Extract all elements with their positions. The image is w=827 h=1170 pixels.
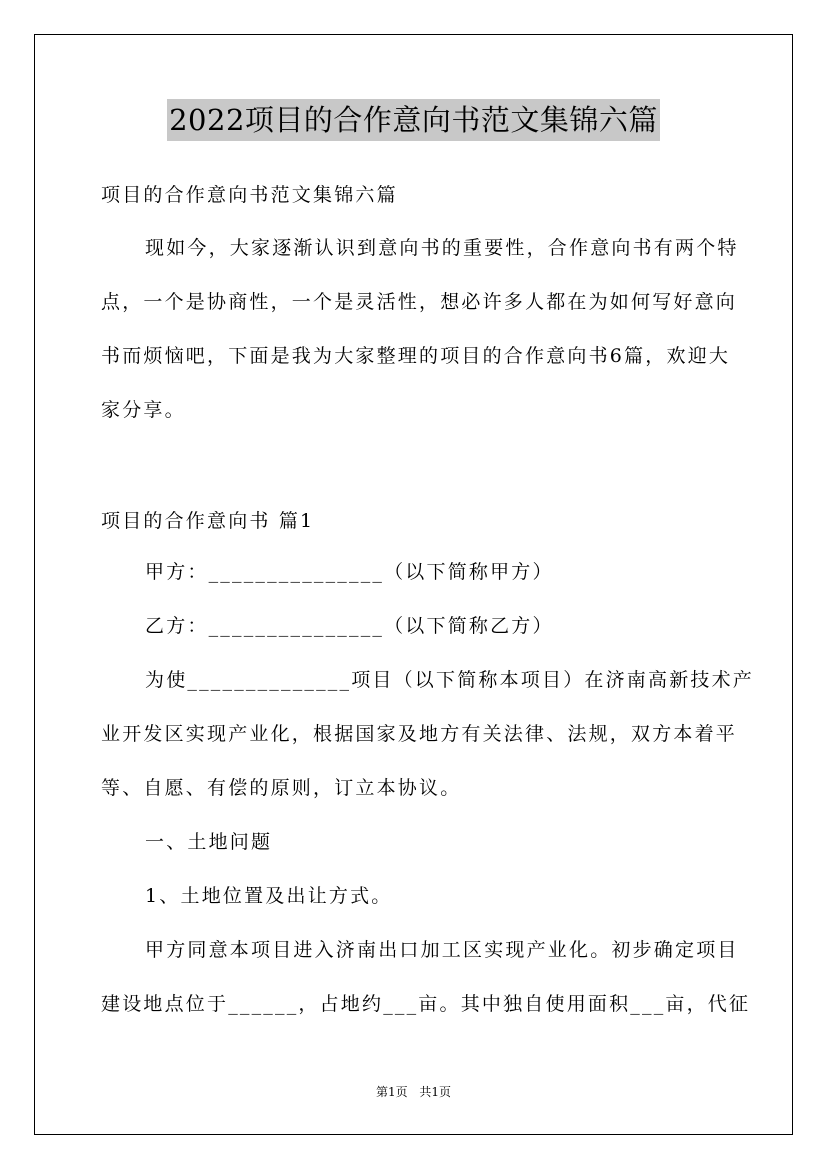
page-number: 第1页 <box>375 1085 408 1099</box>
title-container <box>0 99 827 141</box>
party-a-line: 甲方：_______________（以下简称甲方） <box>145 561 554 583</box>
contract-body <box>101 545 755 1031</box>
section-heading: 项目的合作意向书 篇1 <box>101 510 315 532</box>
intro-line: 点，一个是协商性，一个是灵活性，想必许多人都在为如何写好意向 <box>101 291 738 313</box>
clause-heading: 一、土地问题 <box>145 831 273 853</box>
party-b-line: 乙方：_______________（以下简称乙方） <box>145 615 554 637</box>
document-subtitle: 项目的合作意向书范文集锦六篇 <box>101 184 398 206</box>
purpose-line: 为使______________项目（以下简称本项目）在济南高新技术产 <box>145 669 755 691</box>
purpose-line: 等、自愿、有偿的原则，订立本协议。 <box>101 777 462 799</box>
land-line: 建设地点位于______，占地约___亩。其中独自使用面积___亩，代征 <box>101 993 751 1015</box>
intro-line: 书而烦恼吧，下面是我为大家整理的项目的合作意向书6篇，欢迎大 <box>101 345 731 367</box>
clause-subheading: 1、土地位置及出让方式。 <box>145 885 393 907</box>
intro-paragraph <box>101 221 739 437</box>
page-footer <box>0 1083 827 1100</box>
document-title: 2022项目的合作意向书范文集锦六篇 <box>167 99 660 141</box>
page-total: 共1页 <box>419 1085 452 1099</box>
purpose-line: 业开发区实现产业化，根据国家及地方有关法律、法规，双方本着平 <box>101 723 738 745</box>
intro-line: 家分享。 <box>101 399 186 421</box>
intro-line: 现如今，大家逐渐认识到意向书的重要性，合作意向书有两个特 <box>145 237 739 259</box>
land-line: 甲方同意本项目进入济南出口加工区实现产业化。初步确定项目 <box>145 939 739 961</box>
